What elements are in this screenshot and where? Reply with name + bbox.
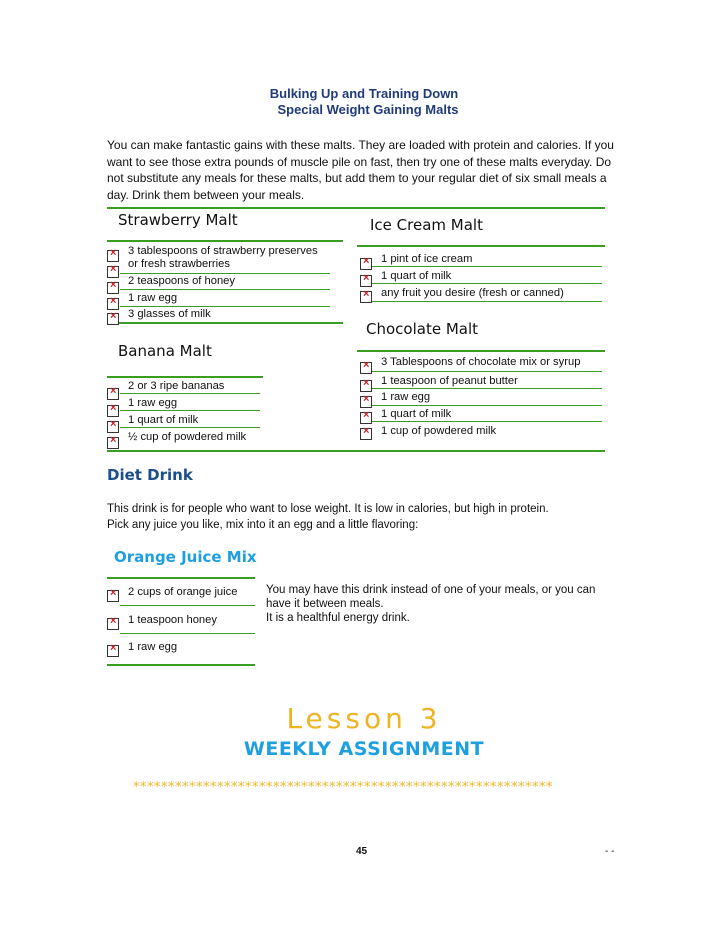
check-mark-icon: × bbox=[110, 310, 117, 322]
orange-note: have it between meals. bbox=[266, 598, 384, 610]
banana-malt-title: Banana Malt bbox=[118, 342, 212, 360]
banana-top-rule bbox=[107, 376, 263, 378]
ingredient-rule bbox=[120, 273, 330, 274]
ingredient-rule bbox=[120, 633, 255, 634]
checkbox[interactable] bbox=[107, 247, 119, 262]
check-mark-icon: × bbox=[110, 263, 117, 275]
ingredient: 1 quart of milk bbox=[128, 414, 199, 426]
strawberry-malt-title: Strawberry Malt bbox=[118, 211, 238, 229]
checkbox[interactable] bbox=[360, 359, 372, 374]
checkbox[interactable] bbox=[107, 263, 119, 278]
ingredient-rule bbox=[120, 306, 330, 307]
orange-top-rule bbox=[107, 577, 255, 579]
checkbox[interactable] bbox=[360, 377, 372, 392]
ingredient-rule bbox=[120, 605, 255, 606]
chocolate-top-rule bbox=[357, 350, 605, 352]
section-divider bbox=[107, 450, 605, 452]
section-divider bbox=[107, 207, 605, 209]
check-mark-icon: × bbox=[363, 377, 370, 389]
ingredient-rule bbox=[372, 388, 602, 389]
checkbox[interactable] bbox=[107, 642, 119, 657]
check-mark-icon: × bbox=[363, 409, 370, 421]
check-mark-icon: × bbox=[110, 434, 117, 446]
ingredient: or fresh strawberries bbox=[128, 258, 230, 270]
diet-text: This drink is for people who want to lose weight. It is low in calories, but high in protein. bbox=[107, 503, 549, 515]
checkbox[interactable] bbox=[107, 385, 119, 400]
checkbox[interactable] bbox=[107, 279, 119, 294]
ingredient-rule bbox=[372, 371, 602, 372]
strawberry-top-rule bbox=[107, 240, 343, 242]
diet-text: Pick any juice you like, mix into it an egg and a little flavoring: bbox=[107, 519, 419, 531]
strawberry-bottom-rule bbox=[107, 322, 343, 324]
check-mark-icon: × bbox=[110, 418, 117, 430]
ingredient: 1 quart of milk bbox=[381, 270, 452, 282]
diet-drink-heading: Diet Drink bbox=[107, 466, 193, 484]
footer-mark: - - bbox=[605, 846, 615, 857]
check-mark-icon: × bbox=[363, 288, 370, 300]
check-mark-icon: × bbox=[363, 425, 370, 437]
page-subtitle: Special Weight Gaining Malts bbox=[277, 102, 459, 117]
ingredient-rule bbox=[120, 393, 260, 394]
checkbox[interactable] bbox=[360, 409, 372, 424]
check-mark-icon: × bbox=[363, 359, 370, 371]
check-mark-icon: × bbox=[110, 615, 117, 627]
ingredient-rule bbox=[372, 266, 602, 267]
check-mark-icon: × bbox=[363, 393, 370, 405]
ingredient-rule bbox=[372, 405, 602, 406]
ingredient: 1 raw egg bbox=[128, 292, 178, 304]
check-mark-icon: × bbox=[110, 587, 117, 599]
ingredient: 2 or 3 ripe bananas bbox=[128, 380, 225, 392]
ingredient: any fruit you desire (fresh or canned) bbox=[381, 287, 564, 299]
checkbox[interactable] bbox=[107, 310, 119, 325]
checkbox[interactable] bbox=[107, 402, 119, 417]
weekly-assignment-heading: WEEKLY ASSIGNMENT bbox=[243, 738, 485, 760]
check-mark-icon: × bbox=[110, 247, 117, 259]
checkbox[interactable] bbox=[107, 295, 119, 310]
ingredient: 1 quart of milk bbox=[381, 408, 452, 420]
checkbox[interactable] bbox=[107, 434, 119, 449]
orange-juice-mix-title: Orange Juice Mix bbox=[114, 548, 257, 566]
ingredient-rule bbox=[372, 301, 602, 302]
ingredient-rule bbox=[120, 427, 260, 428]
checkbox[interactable] bbox=[360, 425, 372, 440]
checkbox[interactable] bbox=[360, 393, 372, 408]
ingredient: 1 teaspoon of peanut butter bbox=[381, 375, 518, 387]
page-number: 45 bbox=[356, 846, 368, 857]
check-mark-icon: × bbox=[110, 642, 117, 654]
ingredient-rule bbox=[120, 410, 260, 411]
ingredient: 2 cups of orange juice bbox=[128, 586, 238, 598]
check-mark-icon: × bbox=[110, 402, 117, 414]
checkbox[interactable] bbox=[360, 288, 372, 303]
ingredient: 1 pint of ice cream bbox=[381, 253, 473, 265]
orange-note: You may have this drink instead of one of your meals, or you can bbox=[266, 584, 596, 596]
checkbox[interactable] bbox=[107, 418, 119, 433]
check-mark-icon: × bbox=[363, 255, 370, 267]
ingredient: 3 Tablespoons of chocolate mix or syrup bbox=[381, 356, 581, 368]
checkbox[interactable] bbox=[360, 272, 372, 287]
lesson-title: Lesson 3 bbox=[286, 702, 442, 735]
ingredient: 1 teaspoon honey bbox=[128, 614, 217, 626]
ingredient: 1 raw egg bbox=[128, 397, 178, 409]
ingredient: 1 cup of powdered milk bbox=[381, 425, 497, 437]
star-divider: ************************************************************ bbox=[133, 780, 553, 795]
check-mark-icon: × bbox=[110, 385, 117, 397]
ingredient: 3 tablespoons of strawberry preserves bbox=[128, 245, 318, 257]
check-mark-icon: × bbox=[363, 272, 370, 284]
ingredient: 3 glasses of milk bbox=[128, 308, 211, 320]
ingredient: 1 raw egg bbox=[381, 391, 431, 403]
check-mark-icon: × bbox=[110, 279, 117, 291]
checkbox[interactable] bbox=[107, 587, 119, 602]
check-mark-icon: × bbox=[110, 295, 117, 307]
ice-cream-malt-title: Ice Cream Malt bbox=[370, 216, 483, 234]
ingredient: ½ cup of powdered milk bbox=[128, 431, 247, 443]
ingredient-rule bbox=[372, 421, 602, 422]
ice-cream-top-rule bbox=[357, 245, 605, 247]
ingredient: 2 teaspoons of honey bbox=[128, 275, 235, 287]
orange-bottom-rule bbox=[107, 664, 255, 666]
ingredient-rule bbox=[372, 283, 602, 284]
checkbox[interactable] bbox=[107, 615, 119, 630]
checkbox[interactable] bbox=[360, 255, 372, 270]
page-title: Bulking Up and Training Down bbox=[269, 86, 459, 101]
intro-paragraph: You can make fantastic gains with these malts. They are loaded with protein and calories. If you want to see those extra pounds of muscle pile on fast, then try one of these malts everyday. Do not substitute any meals for these malts, but add them to your regular diet of six small meals a day. Drink them between your meals. bbox=[107, 138, 614, 202]
ingredient-rule bbox=[120, 289, 330, 290]
orange-note: It is a healthful energy drink. bbox=[266, 612, 410, 624]
ingredient: 1 raw egg bbox=[128, 641, 178, 653]
chocolate-malt-title: Chocolate Malt bbox=[366, 320, 479, 338]
